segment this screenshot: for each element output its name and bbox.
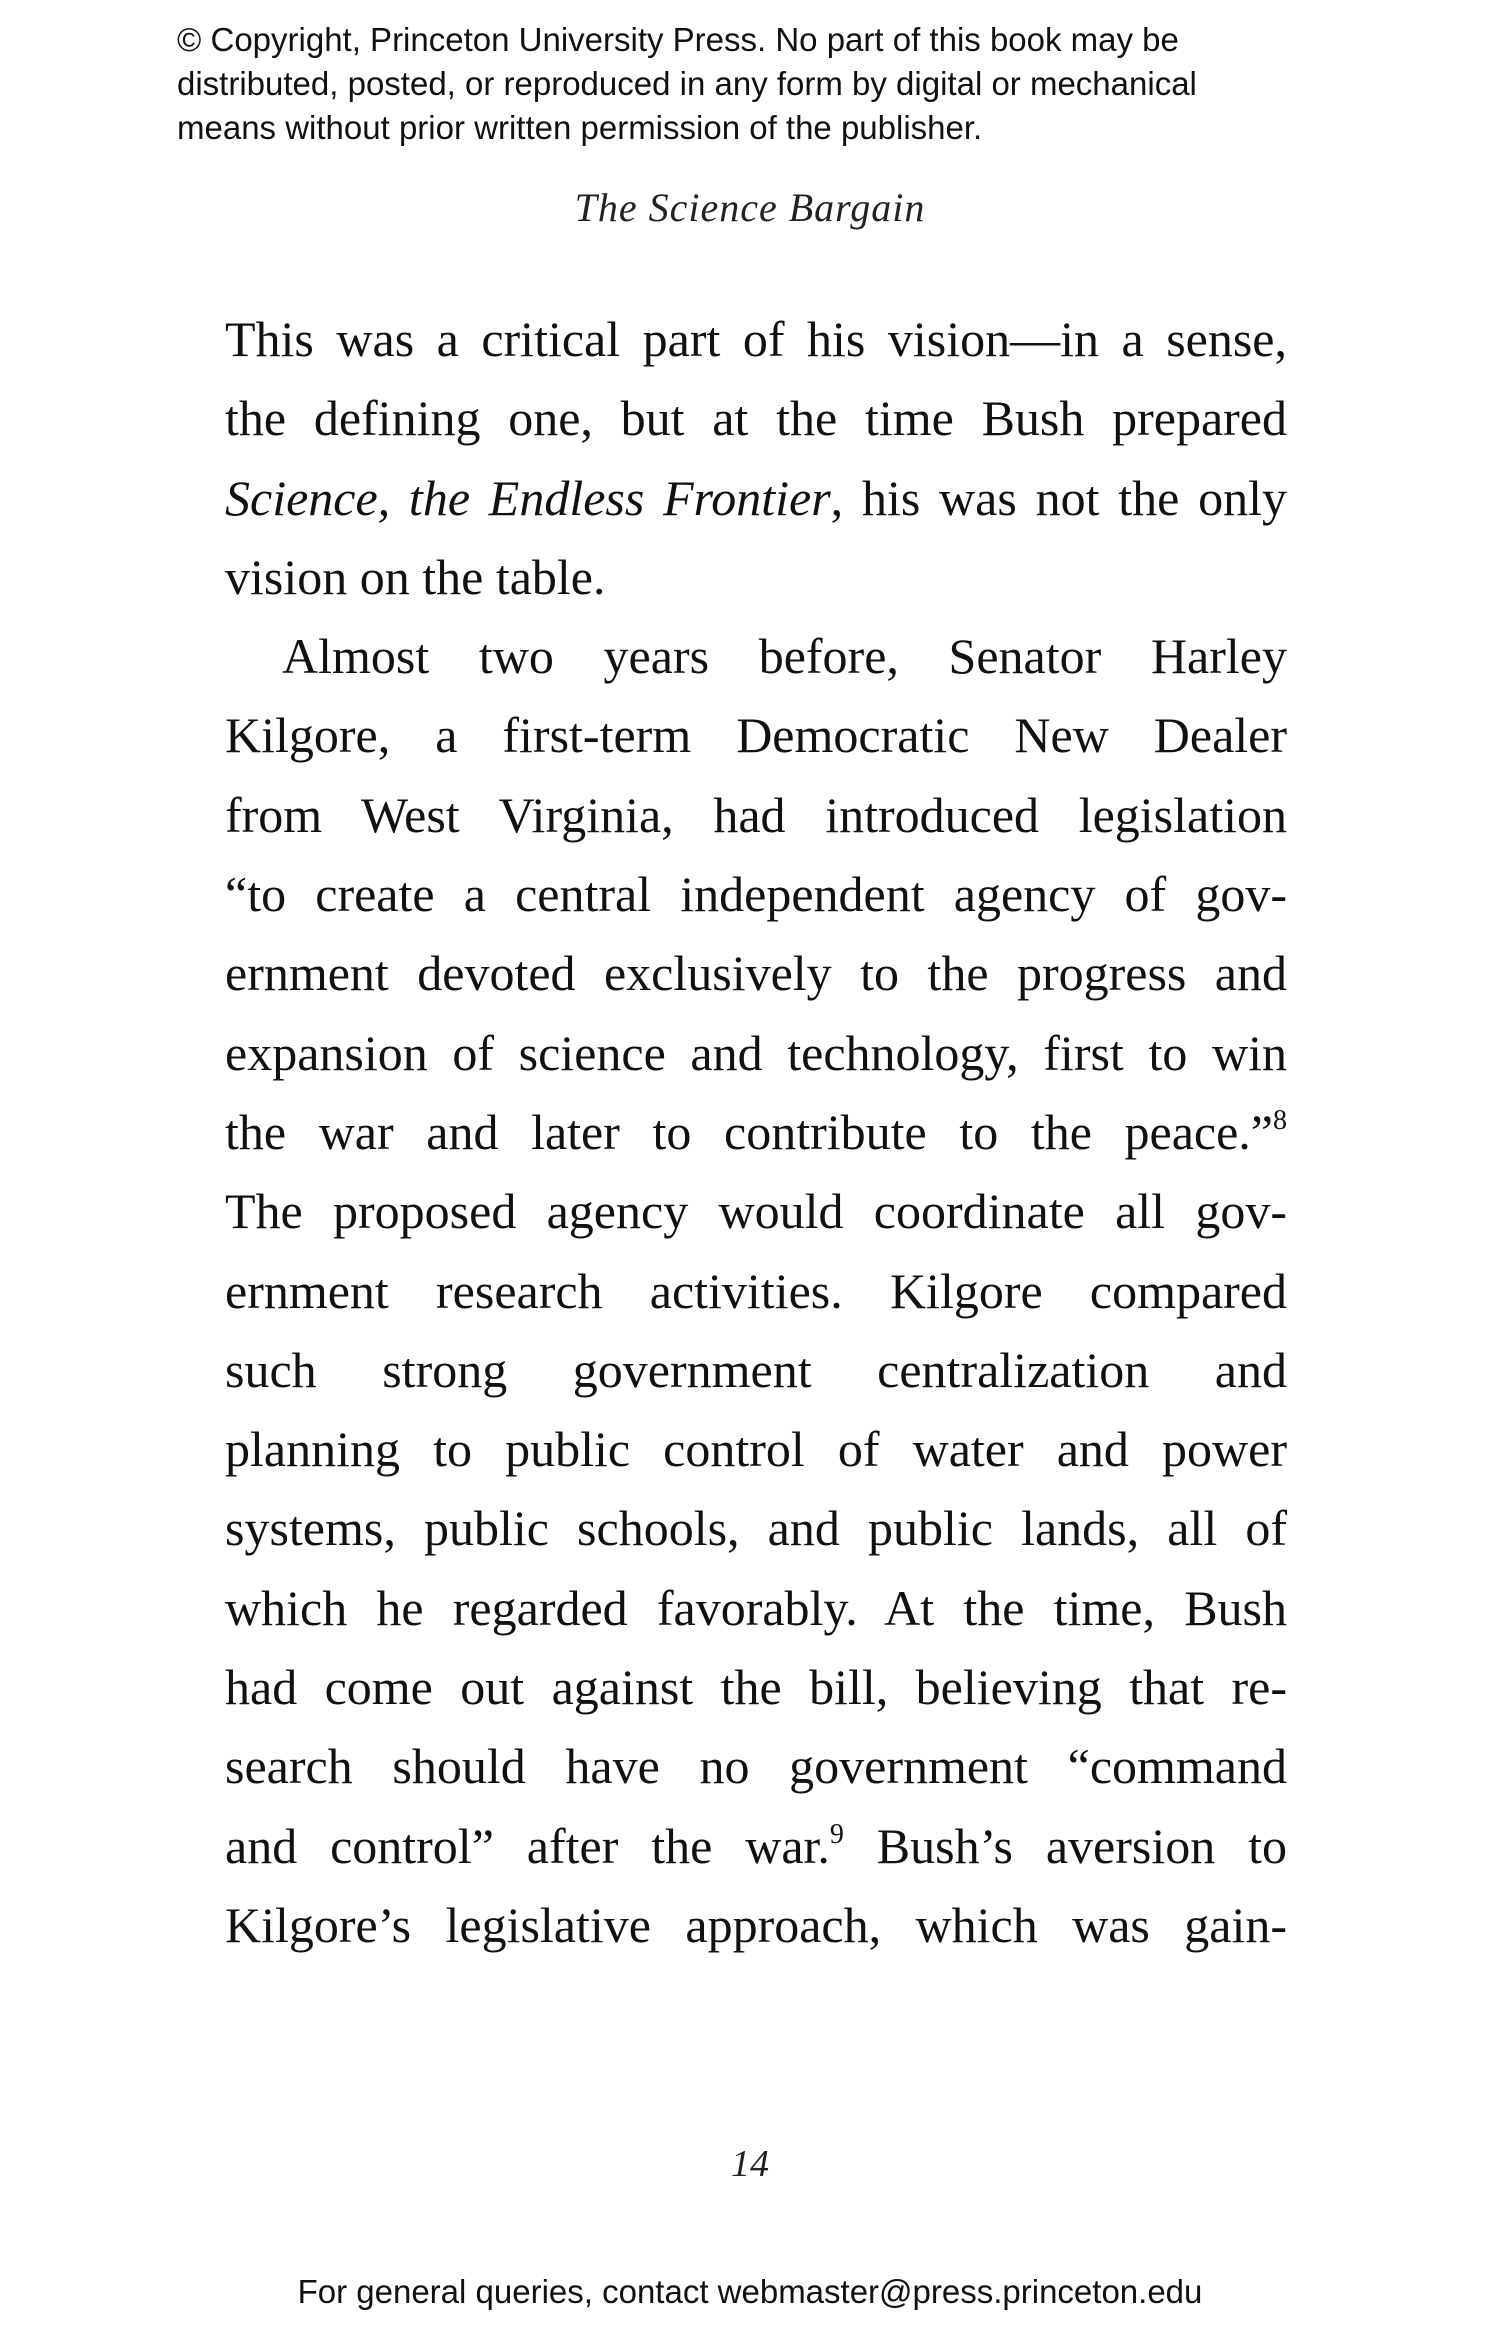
text-line: The proposed agency would coordinate all gov- xyxy=(225,1183,1287,1240)
text-line xyxy=(225,1807,1287,1886)
body-text xyxy=(225,300,1287,1965)
copyright-line: © Copyright, Princeton University Press. No part of this book may be xyxy=(177,21,1179,58)
text-line: which he regarded favorably. At the time, Bush xyxy=(225,1579,1287,1636)
text-line: Kilgore, a first-term Democratic New Dealer xyxy=(225,707,1287,764)
text-line: ernment devoted exclusively to the progress and xyxy=(225,945,1287,1002)
copyright-line: distributed, posted, or reproduced in any form by digital or mechanical xyxy=(177,65,1197,102)
text-line: such strong government centralization and xyxy=(225,1341,1287,1398)
text-line: “to create a central independent agency of gov- xyxy=(225,866,1287,923)
footnote-ref-8: 8 xyxy=(1273,1104,1287,1136)
copyright-notice xyxy=(177,18,1197,150)
text-line xyxy=(225,459,1287,538)
footer-contact: For general queries, contact webmaster@press.princeton.edu xyxy=(297,2273,1203,2310)
text-line: vision on the table. xyxy=(225,548,606,605)
text-line: systems, public schools, and public lands, all of xyxy=(225,1500,1287,1557)
text-line: had come out against the bill, believing that re- xyxy=(225,1659,1287,1716)
copyright-line: means without prior written permission of the publisher. xyxy=(177,109,983,146)
text-line: Kilgore’s legislative approach, which was gain- xyxy=(225,1896,1287,1953)
book-title: Science, the Endless Frontier xyxy=(225,469,831,526)
text-line: from West Virginia, had introduced legislation xyxy=(225,786,1287,843)
text-line: Almost two years before, Senator Harley xyxy=(282,628,1287,685)
text-line: This was a critical part of his vision—in a sense, xyxy=(225,311,1287,367)
text-line xyxy=(225,1093,1287,1172)
text-segment: , his was not the only xyxy=(830,469,1287,526)
text-segment: Bush’s aversion to xyxy=(843,1817,1287,1874)
text-segment: the war and later to contribute to the peace.” xyxy=(225,1103,1273,1160)
text-line: expansion of science and technology, first to win xyxy=(225,1024,1287,1081)
text-line: the defining one, but at the time Bush prepared xyxy=(225,390,1287,447)
text-line: search should have no government “command xyxy=(225,1738,1287,1795)
page-number: 14 xyxy=(731,2143,769,2185)
text-line: planning to public control of water and power xyxy=(225,1421,1287,1478)
text-line: ernment research activities. Kilgore compared xyxy=(225,1262,1287,1319)
running-head: The Science Bargain xyxy=(574,185,926,230)
text-segment: and control” after the war. xyxy=(225,1817,830,1874)
footnote-ref-9: 9 xyxy=(829,1818,844,1850)
